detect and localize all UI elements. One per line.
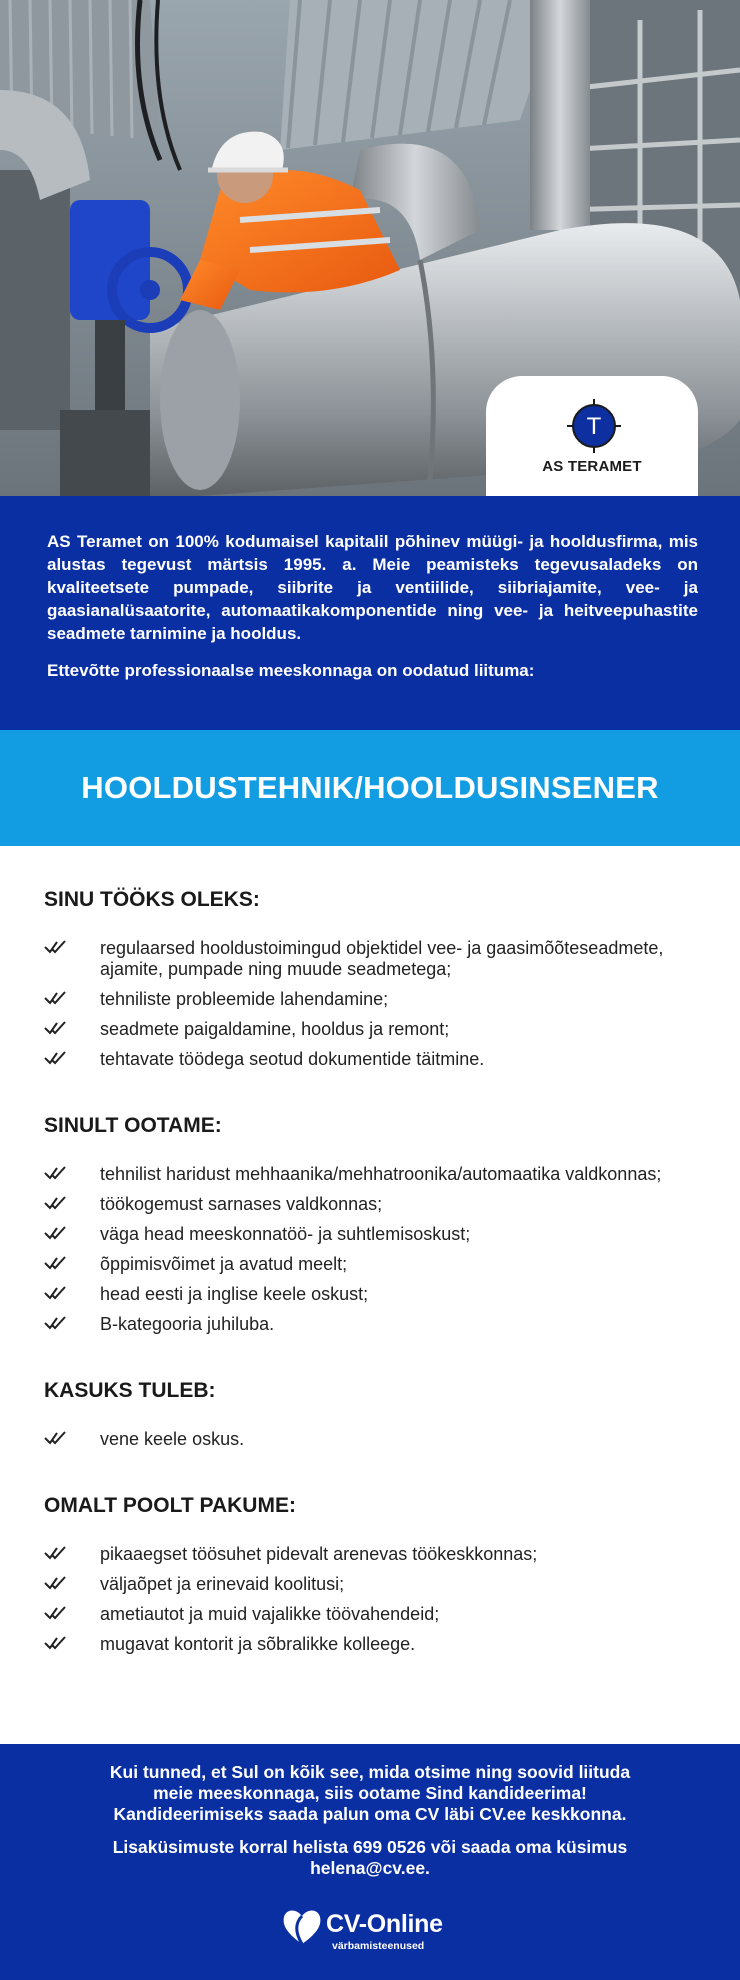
footer-line-3: Kandideerimiseks saada palun oma CV läbi CV.ee keskkonna. [113,1804,627,1824]
cv-online-logo [280,1904,480,1954]
double-check-icon [44,1165,68,1181]
list-item [44,1224,696,1245]
section-offer [44,1494,696,1655]
list-item-text: tehniliste probleemide lahendamine; [100,989,389,1009]
job-details [0,846,740,1664]
double-check-icon [44,1050,68,1066]
list-item-text: head eesti ja inglise keele oskust; [100,1284,369,1304]
double-check-icon [44,1315,68,1331]
section-heading: KASUKS TULEB: [44,1379,216,1402]
hero-photo [0,0,740,496]
list-item [44,1544,696,1565]
double-check-icon [44,1545,68,1561]
list-item [44,1314,696,1335]
cv-online-heart-icon [280,1904,324,1948]
teramet-logo-icon [566,398,622,454]
footer-line-2: meie meeskonnaga, siis ootame Sind kandideerima! [153,1783,587,1803]
duties-list [44,938,696,1070]
list-item-text: väga head meeskonnatöö- ja suhtlemisoskust; [100,1224,471,1244]
list-item-text: ametiautot ja muid vajalikke töövahendeid; [100,1604,440,1624]
list-item-text: mugavat kontorit ja sõbralikke kolleege. [100,1634,416,1654]
double-check-icon [44,1225,68,1241]
list-item-text: õppimisvõimet ja avatud meelt; [100,1254,348,1274]
list-item [44,1604,696,1625]
list-item [44,1574,696,1595]
list-item [44,1284,696,1305]
list-item [44,1429,696,1450]
list-item [44,1049,696,1070]
list-item [44,1634,696,1655]
intro-section [0,496,740,730]
list-item-text: pikaaegset töösuhet pidevalt arenevas töökeskkonnas; [100,1544,538,1564]
list-item-text: B-kategooria juhiluba. [100,1314,275,1334]
section-heading: SINULT OOTAME: [44,1114,222,1137]
double-check-icon [44,1635,68,1651]
list-item [44,1164,696,1185]
list-item [44,1194,696,1215]
double-check-icon [44,990,68,1006]
list-item-text: töökogemust sarnases valdkonnas; [100,1194,383,1214]
offer-list [44,1544,696,1655]
list-item-text: tehtavate töödega seotud dokumentide täitmine. [100,1049,485,1069]
requirements-list [44,1164,696,1335]
job-title-bar [0,730,740,846]
brand-name: CV-Online [326,1910,443,1938]
double-check-icon [44,1575,68,1591]
intro-lead: Ettevõtte professionaalse meeskonnaga on oodatud liituma: [47,661,535,680]
list-item-text: seadmete paigaldamine, hooldus ja remont; [100,1019,450,1039]
section-duties [44,888,696,1070]
list-item [44,1254,696,1275]
double-check-icon [44,1430,68,1446]
company-name: AS TERAMET [542,458,642,475]
section-bonus [44,1379,696,1450]
double-check-icon [44,1255,68,1271]
list-item-text: regulaarsed hooldustoimingud objektidel vee- ja gaasimõõteseadmete, ajamite, pumpade ning muude seadmetega; [100,938,664,979]
list-item-text: tehnilist haridust mehhaanika/mehhatroonika/automaatika valdkonnas; [100,1164,662,1184]
brand-tagline: värbamisteenused [332,1940,425,1952]
company-logo-card [486,376,698,496]
bonus-list [44,1429,696,1450]
double-check-icon [44,1605,68,1621]
application-footer [0,1744,740,1980]
section-heading: SINU TÖÖKS OLEKS: [44,888,260,911]
logo-letter: T [586,413,602,440]
double-check-icon [44,1195,68,1211]
company-description: AS Teramet on 100% kodumaisel kapitalil põhinev müügi- ja hooldusfirma, mis alustas tegevust märtsis 1995. a. Meie peamisteks tegevusaladeks on kvaliteetsete pumpade, siibrite ja ventiilide, siibriajamite, vee- ja gaasianalüsaatorite, automaatikakomponentide ning vee- ja heitveepuhastite seadmete tarnimine ja hooldus. [47,532,698,643]
list-item [44,938,696,980]
footer-line-1: Kui tunned, et Sul on kõik see, mida otsime ning soovid liituda [109,1762,631,1782]
list-item [44,1019,696,1040]
list-item-text: väljaõpet ja erinevaid koolitusi; [100,1574,345,1594]
section-heading: OMALT POOLT PAKUME: [44,1494,296,1517]
job-title: HOOLDUSTEHNIK/HOOLDUSINSENER [81,770,659,805]
contact-email[interactable]: helena@cv.ee. [310,1858,430,1878]
list-item [44,989,696,1010]
footer-contact-1: Lisaküsimuste korral helista 699 0526 või saada oma küsimus [112,1837,628,1857]
double-check-icon [44,1285,68,1301]
list-item-text: vene keele oskus. [100,1429,245,1449]
double-check-icon [44,939,68,955]
section-requirements [44,1114,696,1335]
double-check-icon [44,1020,68,1036]
